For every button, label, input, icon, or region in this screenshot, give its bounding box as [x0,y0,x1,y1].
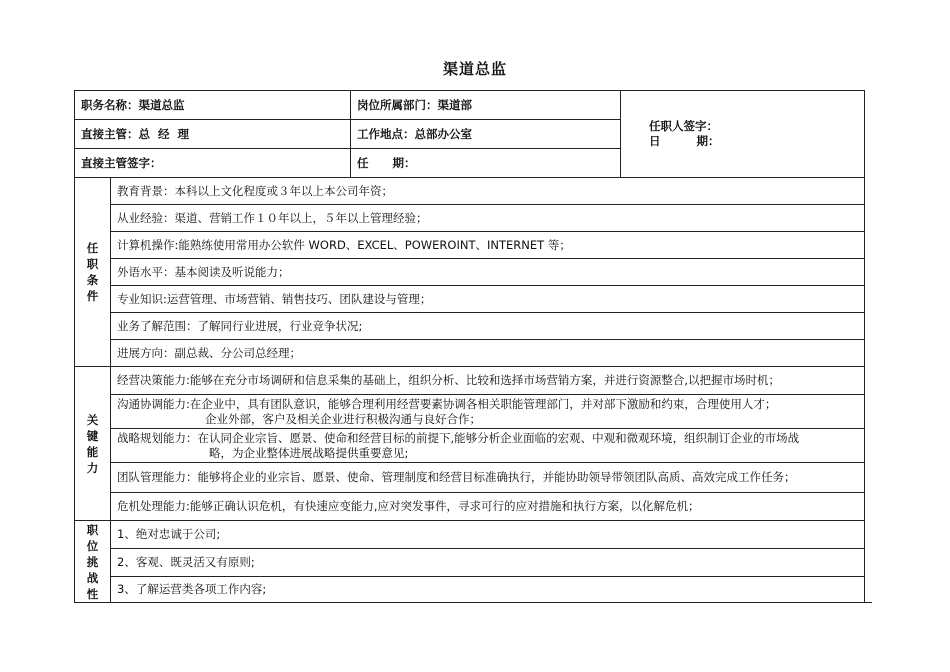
document-title: 渠道总监 [442,60,507,78]
cell-line: 企业外部，客户及相关企业进行积极沟通与良好合作； [205,411,481,426]
table-row [75,259,865,286]
supervisor-cell: 直接主管：总 经 理 [75,120,351,149]
table-row [75,395,865,429]
table-row [75,340,865,367]
table-row [75,367,865,395]
table-cell: 团队管理能力：能够将企业的业宗旨、愿景、使命、管理制度和经营目标准确执行，并能协助领导带领团队高质、高效完成工作任务； [111,463,865,493]
table-row [75,313,865,340]
cell-line: 战略规划能力：在认同企业宗旨、愿景、使命和经营目标的前提下,能够分析企业面临的宏观、中观和微观环境，组织制订企业的市场战 [117,430,800,445]
term-cell: 任 期： [351,149,621,178]
table-row [75,521,865,549]
table-row [75,549,865,577]
table-cell: 专业知识:运营管理、市场营销、销售技巧、团队建设与管理； [111,286,865,313]
table-row [75,178,865,205]
employee-date-label: 日 期： [649,134,720,148]
section-label-key-abilities: 关键能力 [75,367,111,521]
header-row [75,91,865,120]
table-row [75,232,865,259]
table-cell: 1、绝对忠诚于公司; [111,521,865,549]
department-cell: 岗位所属部门：渠道部 [351,91,621,120]
employee-sign-cell [621,91,865,178]
cell-line: 沟通协调能力:在企业中，具有团队意识，能够合理利用经营要素协调各相关职能管理部门，并对部下激励和约束，合理使用人才； [117,396,777,411]
section-label-qualifications: 任职条件 [75,178,111,367]
table-cell: 教育背景：本科以上文化程度或３年以上本公司年资； [111,178,865,205]
cell-line: 略，为企业整体进展战略提供重要意见; [209,445,409,460]
table-cell: 进展方向：副总裁、分公司总经理； [111,340,865,367]
table-row [75,463,865,493]
table-cell: 危机处理能力:能够正确认识危机，有快速应变能力,应对突发事件，寻求可行的应对措施和执行方案，以化解危机； [111,493,865,521]
location-cell: 工作地点：总部办公室 [351,120,621,149]
table-cell: 外语水平：基本阅读及听说能力； [111,259,865,286]
table-cell: 经营决策能力:能够在充分市场调研和信息采集的基础上，组织分析、比较和选择市场营销方案，并进行资源整合,以把握市场时机； [111,367,865,395]
supervisor-sign-cell: 直接主管签字： [75,149,351,178]
job-description-table [74,90,865,603]
section-label-challenges: 职位挑战性 [75,521,111,603]
table-row [75,205,865,232]
table-cell [111,395,865,429]
table-row [75,429,865,463]
job-title-cell: 职务名称：渠道总监 [75,91,351,120]
table-row [75,493,865,521]
table-cell [111,429,865,463]
table-edge-line [864,602,872,603]
table-cell: 计算机操作:能熟练使用常用办公软件 WORD、EXCEL、POWEROINT、INTERNET 等； [111,232,865,259]
table-cell: 3、了解运营类各项工作内容; [111,577,865,603]
table-row [75,286,865,313]
table-cell: 2、客观、既灵活又有原则; [111,549,865,577]
table-cell: 业务了解范围：了解同行业进展，行业竞争状况; [111,313,865,340]
table-row [75,577,865,603]
employee-sign-label: 任职人签字： [649,119,718,133]
table-cell: 从业经验：渠道、营销工作１０年以上，５年以上管理经验； [111,205,865,232]
